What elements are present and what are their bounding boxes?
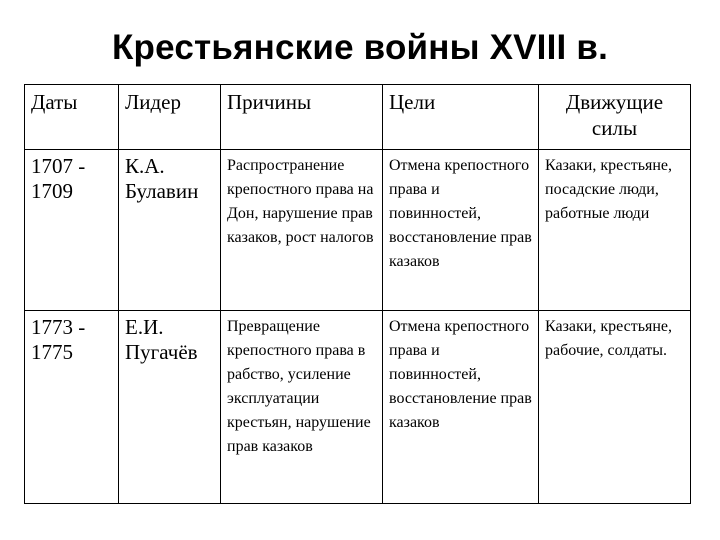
table-row bbox=[25, 311, 691, 504]
header-driving-forces: Движущие силы bbox=[539, 85, 691, 150]
table-header-row bbox=[25, 85, 691, 150]
header-goals: Цели bbox=[383, 85, 539, 150]
cell-driving-forces: Казаки, крестьяне, посадские люди, работные люди bbox=[539, 150, 691, 311]
header-leader: Лидер bbox=[119, 85, 221, 150]
cell-leader: К.А. Булавин bbox=[119, 150, 221, 311]
cell-leader: Е.И. Пугачёв bbox=[119, 311, 221, 504]
cell-driving-forces: Казаки, крестьяне, рабочие, солдаты. bbox=[539, 311, 691, 504]
cell-dates: 1707 - 1709 bbox=[25, 150, 119, 311]
cell-goals: Отмена крепостного права и повинностей, восстановление прав казаков bbox=[383, 150, 539, 311]
table-row bbox=[25, 150, 691, 311]
header-causes: Причины bbox=[221, 85, 383, 150]
cell-goals: Отмена крепостного права и повинностей, восстановление прав казаков bbox=[383, 311, 539, 504]
cell-causes: Распространение крепостного права на Дон, нарушение прав казаков, рост налогов bbox=[221, 150, 383, 311]
peasant-wars-table bbox=[24, 84, 691, 504]
header-dates: Даты bbox=[25, 85, 119, 150]
cell-causes: Превращение крепостного права в рабство, усиление эксплуатации крестьян, нарушение прав казаков bbox=[221, 311, 383, 504]
page-title: Крестьянские войны XVIII в. bbox=[111, 28, 609, 67]
cell-dates: 1773 - 1775 bbox=[25, 311, 119, 504]
